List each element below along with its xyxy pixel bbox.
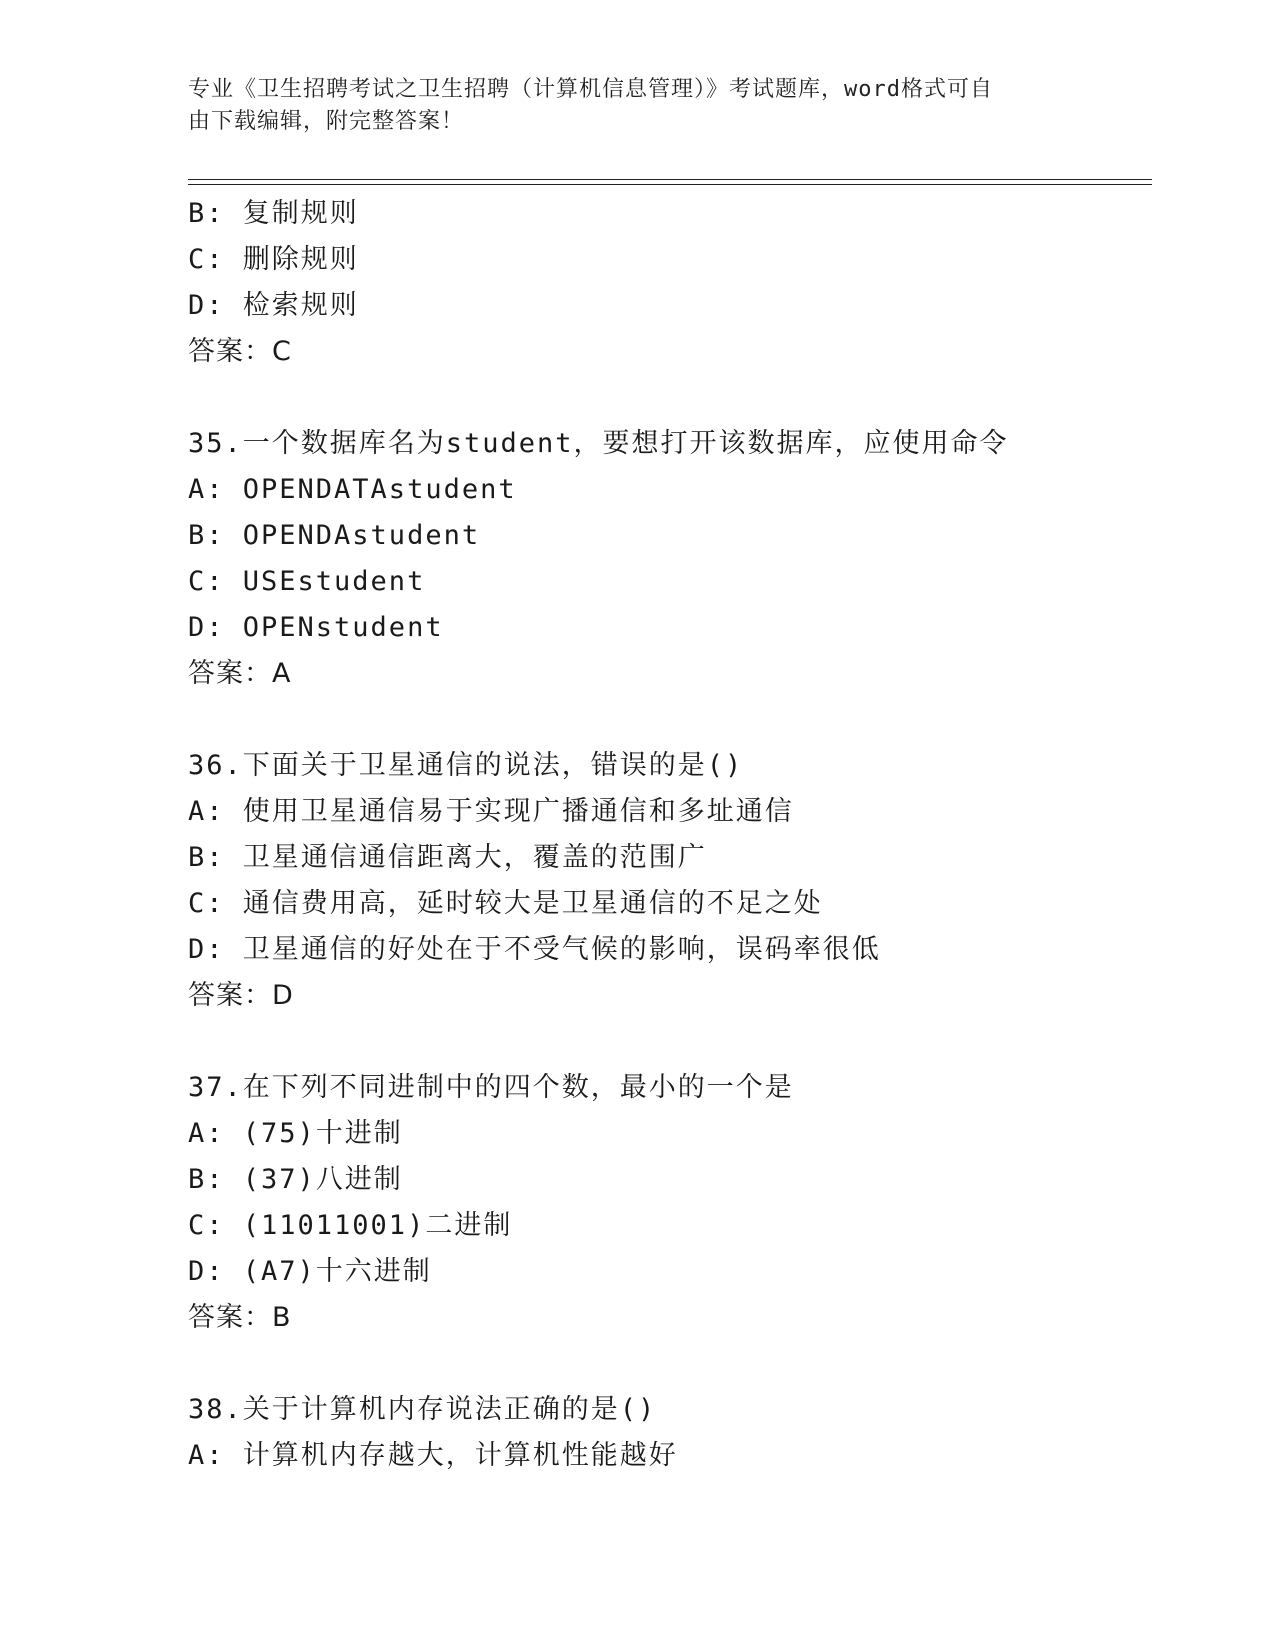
option-a: A: (75)十进制	[188, 1118, 403, 1149]
question-block-35	[188, 421, 1148, 697]
option-d: D: OPENstudent	[188, 612, 444, 643]
header-line-1: 专业《卫生招聘考试之卫生招聘（计算机信息管理）》考试题库，word格式可自	[188, 77, 993, 102]
option-a: A: 使用卫星通信易于实现广播通信和多址通信	[188, 796, 794, 827]
option-b: B: 卫星通信通信距离大，覆盖的范围广	[188, 842, 707, 873]
question-stem: 38.关于计算机内存说法正确的是()	[188, 1394, 657, 1425]
option-a: A: 计算机内存越大，计算机性能越好	[188, 1440, 678, 1471]
question-stem: 37.在下列不同进制中的四个数，最小的一个是	[188, 1072, 794, 1103]
header-divider-top	[188, 179, 1152, 180]
option-b: B: OPENDAstudent	[188, 520, 481, 551]
option-b: B: (37)八进制	[188, 1164, 403, 1195]
question-stem: 36.下面关于卫星通信的说法，错误的是()	[188, 750, 744, 781]
option-d: D: 卫星通信的好处在于不受气候的影响，误码率很低	[188, 934, 881, 965]
header-line-2: 由下载编辑，附完整答案！	[188, 109, 465, 134]
option-a: A: OPENDATAstudent	[188, 474, 517, 505]
option-c: C: 通信费用高，延时较大是卫星通信的不足之处	[188, 888, 823, 919]
answer-line: 答案：D	[188, 980, 294, 1011]
option-d: D: (A7)十六进制	[188, 1256, 432, 1287]
answer-line: 答案：B	[188, 1302, 292, 1333]
option-c: C: USEstudent	[188, 566, 426, 597]
answer-line: 答案：A	[188, 658, 292, 689]
answer-line: 答案：C	[188, 336, 292, 367]
document-header	[188, 74, 1088, 138]
option-d: D: 检索规则	[188, 290, 359, 321]
question-block-37	[188, 1065, 1148, 1341]
option-b: B: 复制规则	[188, 198, 359, 229]
question-stem: 35.一个数据库名为student，要想打开该数据库，应使用命令	[188, 428, 1009, 459]
question-block-36	[188, 743, 1148, 1019]
question-block-continued	[188, 191, 1148, 375]
header-divider-bottom	[188, 184, 1152, 185]
option-c: C: 删除规则	[188, 244, 359, 275]
question-block-38	[188, 1387, 1148, 1479]
question-list	[188, 191, 1148, 1479]
option-c: C: (11011001)二进制	[188, 1210, 513, 1241]
